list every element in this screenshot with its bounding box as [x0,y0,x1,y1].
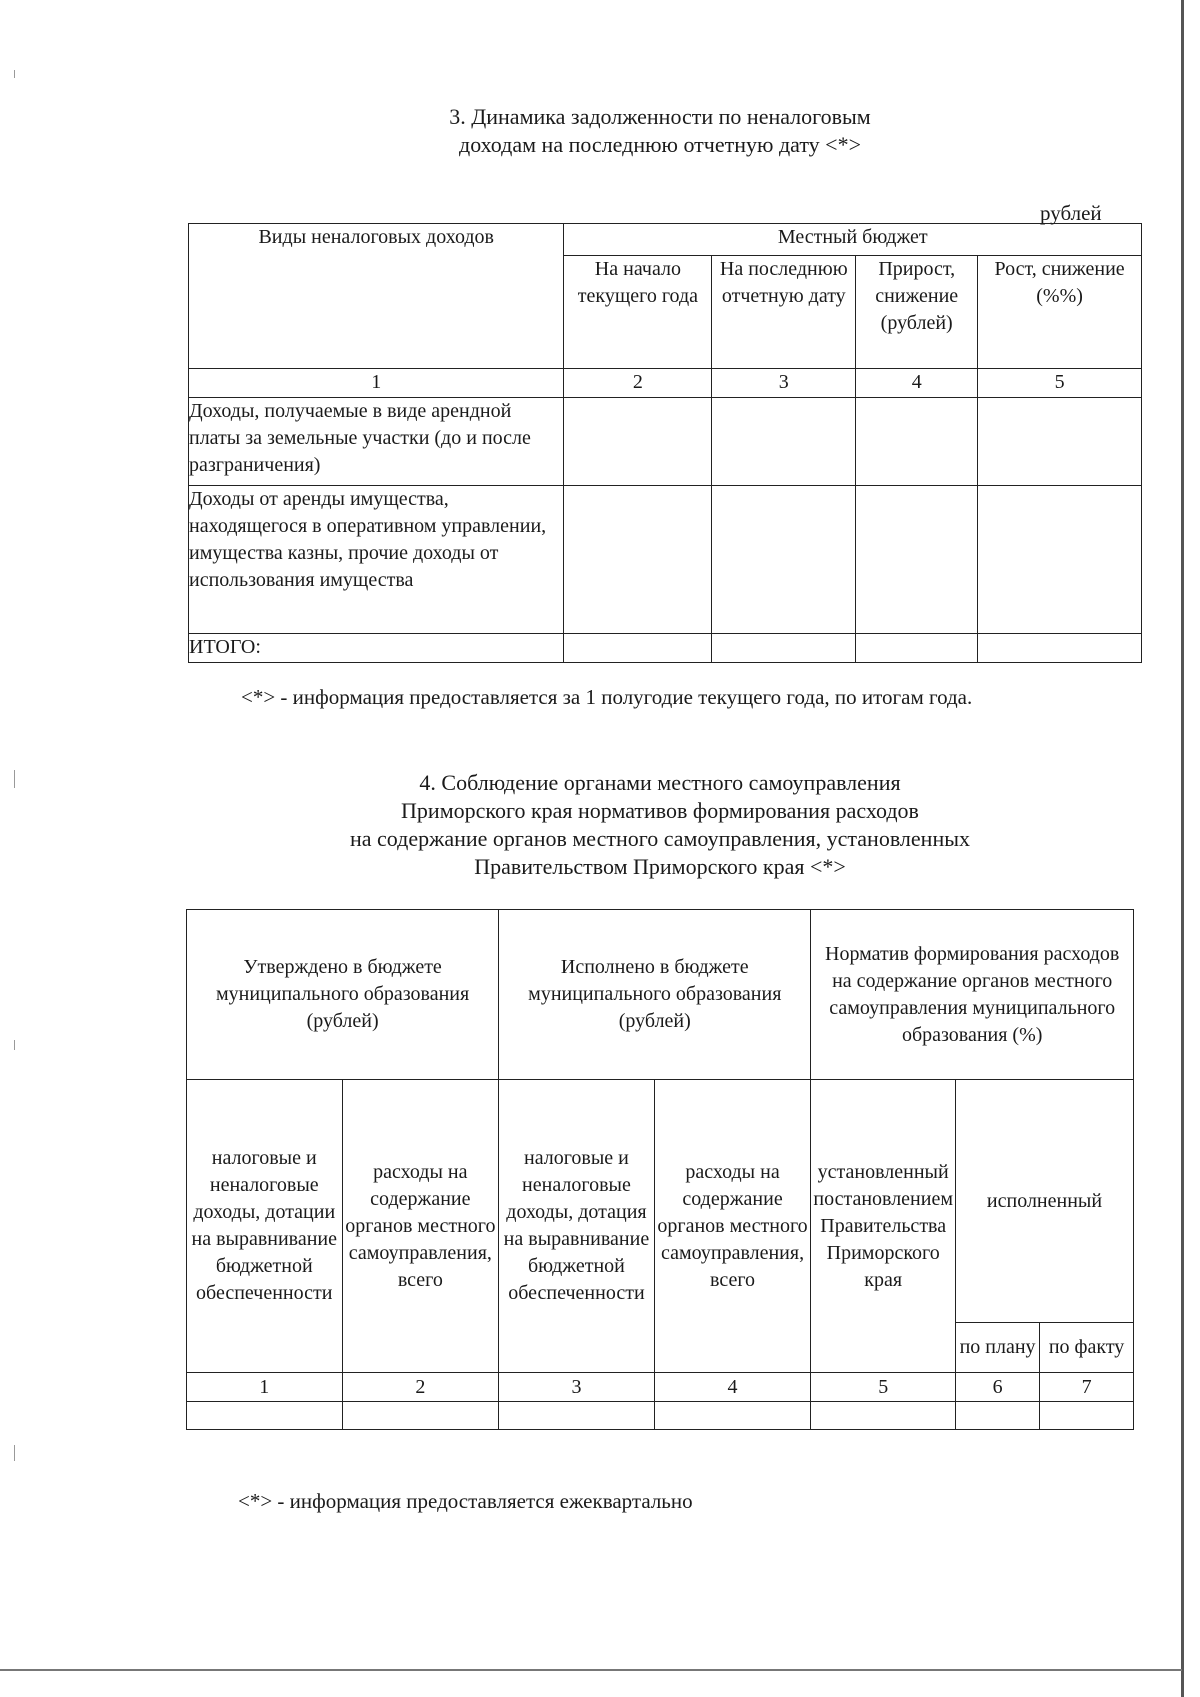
table-cell [978,398,1142,486]
expense-norms-table [186,909,1134,1430]
header-by-fact: по факту [1040,1323,1134,1373]
column-number: 5 [978,369,1142,398]
table-cell [978,634,1142,663]
section4-title-line: 4. Соблюдение органами местного самоуправления [419,770,901,795]
table-cell [1040,1402,1134,1430]
section3-title-line: доходам на последнюю отчетную дату <*> [459,132,861,157]
section3-title [300,103,1020,159]
row-property-rent: Доходы от аренды имущества, находящегося в оперативном управлении, имущества казны, прочие доходы от использования имущества [189,486,564,634]
scan-bottom-edge [0,1669,1182,1671]
header-approved: Утверждено в бюджете муниципального образования (рублей) [187,910,499,1080]
header-income-approved: налоговые и неналоговые доходы, дотации на выравнивание бюджетной обеспеченности [187,1080,343,1373]
column-number: 4 [856,369,978,398]
header-by-plan: по плану [956,1323,1040,1373]
table-cell [187,1402,343,1430]
header-income-executed: налоговые и неналоговые доходы, дотация на выравнивание бюджетной обеспеченности [499,1080,655,1373]
table-cell [564,634,712,663]
table-cell [654,1402,811,1430]
scan-speck [14,1040,15,1050]
table-cell [564,486,712,634]
column-number: 2 [564,369,712,398]
column-number: 1 [189,369,564,398]
section3-title-line: 3. Динамика задолженности по неналоговым [449,104,871,129]
column-number: 3 [712,369,856,398]
header-actual: исполненный [956,1080,1134,1323]
scan-speck [14,770,15,788]
header-expense-executed: расходы на содержание органов местного самоуправления, всего [654,1080,811,1373]
table-cell [956,1402,1040,1430]
column-number: 2 [342,1373,499,1402]
table-cell [811,1402,956,1430]
column-number: 6 [956,1373,1040,1402]
scan-speck [14,70,15,78]
table-cell [856,634,978,663]
section3-footnote: <*> - информация предоставляется за 1 полугодие текущего года, по итогам года. [241,685,973,709]
table-cell [712,634,856,663]
header-growth-rubles: Прирост, снижение (рублей) [856,256,978,369]
table-cell [856,486,978,634]
column-number: 5 [811,1373,956,1402]
header-local-budget: Местный бюджет [564,224,1142,256]
row-total: ИТОГО: [189,634,564,663]
section4-title-line: Правительством Приморского края <*> [474,854,846,879]
section4-title-line: Приморского края нормативов формирования расходов [401,798,919,823]
table-cell [712,486,856,634]
header-last-report-date: На последнюю отчетную дату [712,256,856,369]
header-expense-approved: расходы на содержание органов местного самоуправления, всего [342,1080,499,1373]
section4-title-line: на содержание органов местного самоуправления, установленных [350,826,970,851]
table-cell [499,1402,655,1430]
header-executed: Исполнено в бюджете муниципального образования (рублей) [499,910,811,1080]
table-cell [564,398,712,486]
header-start-of-year: На начало текущего года [564,256,712,369]
units-label: рублей [1040,201,1102,225]
column-number: 4 [654,1373,811,1402]
table-cell [342,1402,499,1430]
section4-title [250,769,1070,881]
table-cell [978,486,1142,634]
column-number: 3 [499,1373,655,1402]
header-norm: Норматив формирования расходов на содержание органов местного самоуправления муниципального образования (%) [811,910,1134,1080]
header-income-type: Виды неналоговых доходов [189,224,564,369]
table-cell [712,398,856,486]
table-cell [856,398,978,486]
row-land-rent: Доходы, получаемые в виде арендной платы за земельные участки (до и после разграничения) [189,398,564,486]
section4-footnote: <*> - информация предоставляется ежеквартально [238,1489,693,1513]
column-number: 1 [187,1373,343,1402]
debt-dynamics-table [188,223,1142,663]
scan-edge [1181,0,1184,1697]
header-established: установленный постановлением Правительства Приморского края [811,1080,956,1373]
scan-speck [14,1445,15,1461]
header-growth-percent: Рост, снижение (%%) [978,256,1142,369]
column-number: 7 [1040,1373,1134,1402]
